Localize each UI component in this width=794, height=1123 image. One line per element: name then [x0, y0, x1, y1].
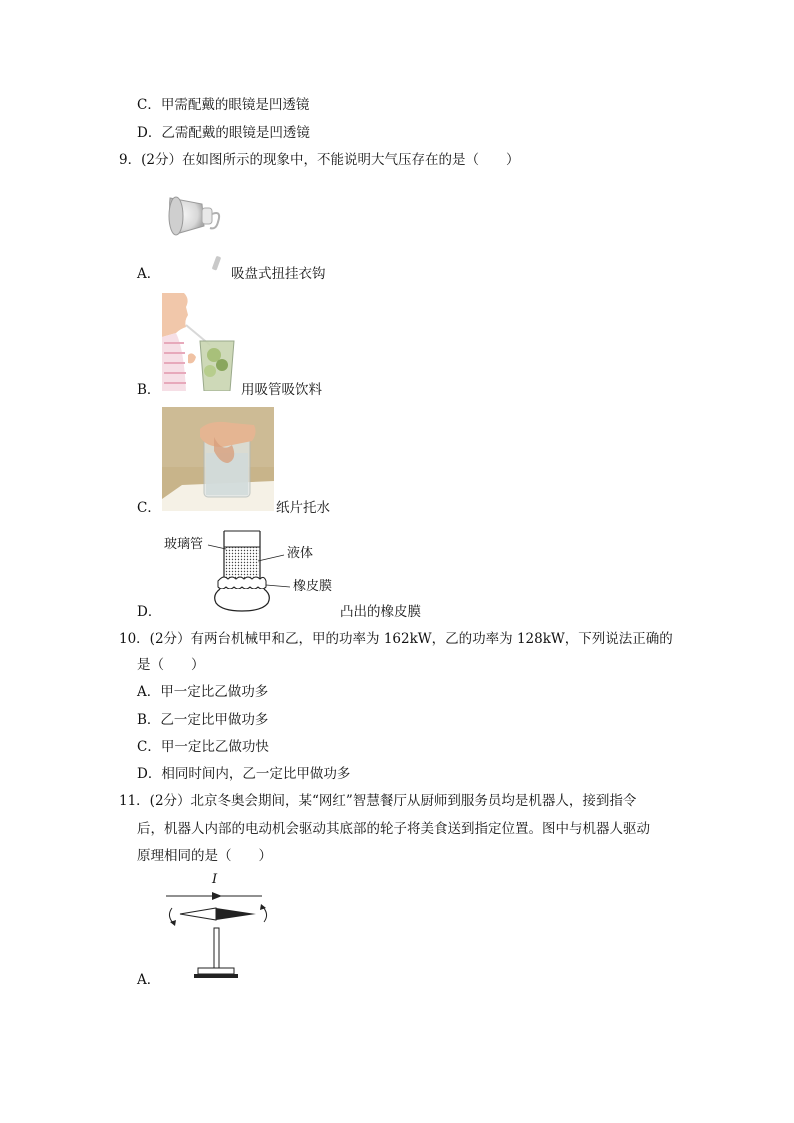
current-wire-needle-diagram — [160, 870, 275, 982]
current-label: I — [212, 872, 218, 887]
q9-option-a-caption: 吸盘式扭挂衣钩 — [231, 266, 326, 282]
q9-stem: 9．(2分）在如图所示的现象中，不能说明大气压存在的是（ ） — [119, 152, 520, 168]
drinking-straw-image — [162, 293, 237, 391]
q10-option-b: B．乙一定比甲做功多 — [137, 712, 269, 728]
q9-option-c-caption: 纸片托水 — [276, 500, 330, 516]
q9-option-d-caption: 凸出的橡皮膜 — [340, 604, 421, 620]
q9-option-b-letter: B． — [137, 382, 161, 398]
q8-option-d: D．乙需配戴的眼镜是凹透镜 — [137, 125, 310, 141]
label-membrane: 橡皮膜 — [293, 579, 333, 594]
suction-hook-image — [166, 186, 228, 272]
label-liquid: 液体 — [287, 546, 314, 561]
q11-stem-line3: 原理相同的是（ ） — [137, 848, 272, 864]
q10-option-d: D．相同时间内，乙一定比甲做功多 — [137, 766, 351, 782]
q9-option-d-letter: D． — [137, 604, 162, 620]
q10-option-c: C．甲一定比乙做功快 — [137, 739, 269, 755]
q10-option-a: A．甲一定比乙做功多 — [137, 684, 269, 700]
q9-option-a-letter: A． — [137, 266, 161, 282]
q10-stem-line1: 10．(2分）有两台机械甲和乙，甲的功率为 162kW，乙的功率为 128kW，下列说法正确的 — [119, 631, 673, 647]
q10-stem-line2: 是（ ） — [137, 657, 205, 673]
q8-option-c: C．甲需配戴的眼镜是凹透镜 — [137, 97, 310, 113]
paper-holds-water-image — [162, 407, 274, 511]
q9-option-c-letter: C． — [137, 500, 161, 516]
q11-stem-line2: 后，机器人内部的电动机会驱动其底部的轮子将美食送到指定位置。图中与机器人驱动 — [137, 821, 650, 837]
q11-stem-line1: 11．(2分）北京冬奥会期间，某“网红”智慧餐厅从厨师到服务员均是机器人，接到指令 — [119, 793, 637, 809]
label-glass-tube: 玻璃管 — [164, 537, 204, 552]
q9-option-b-caption: 用吸管吸饮料 — [241, 382, 322, 398]
q11-option-a-letter: A． — [137, 972, 161, 988]
